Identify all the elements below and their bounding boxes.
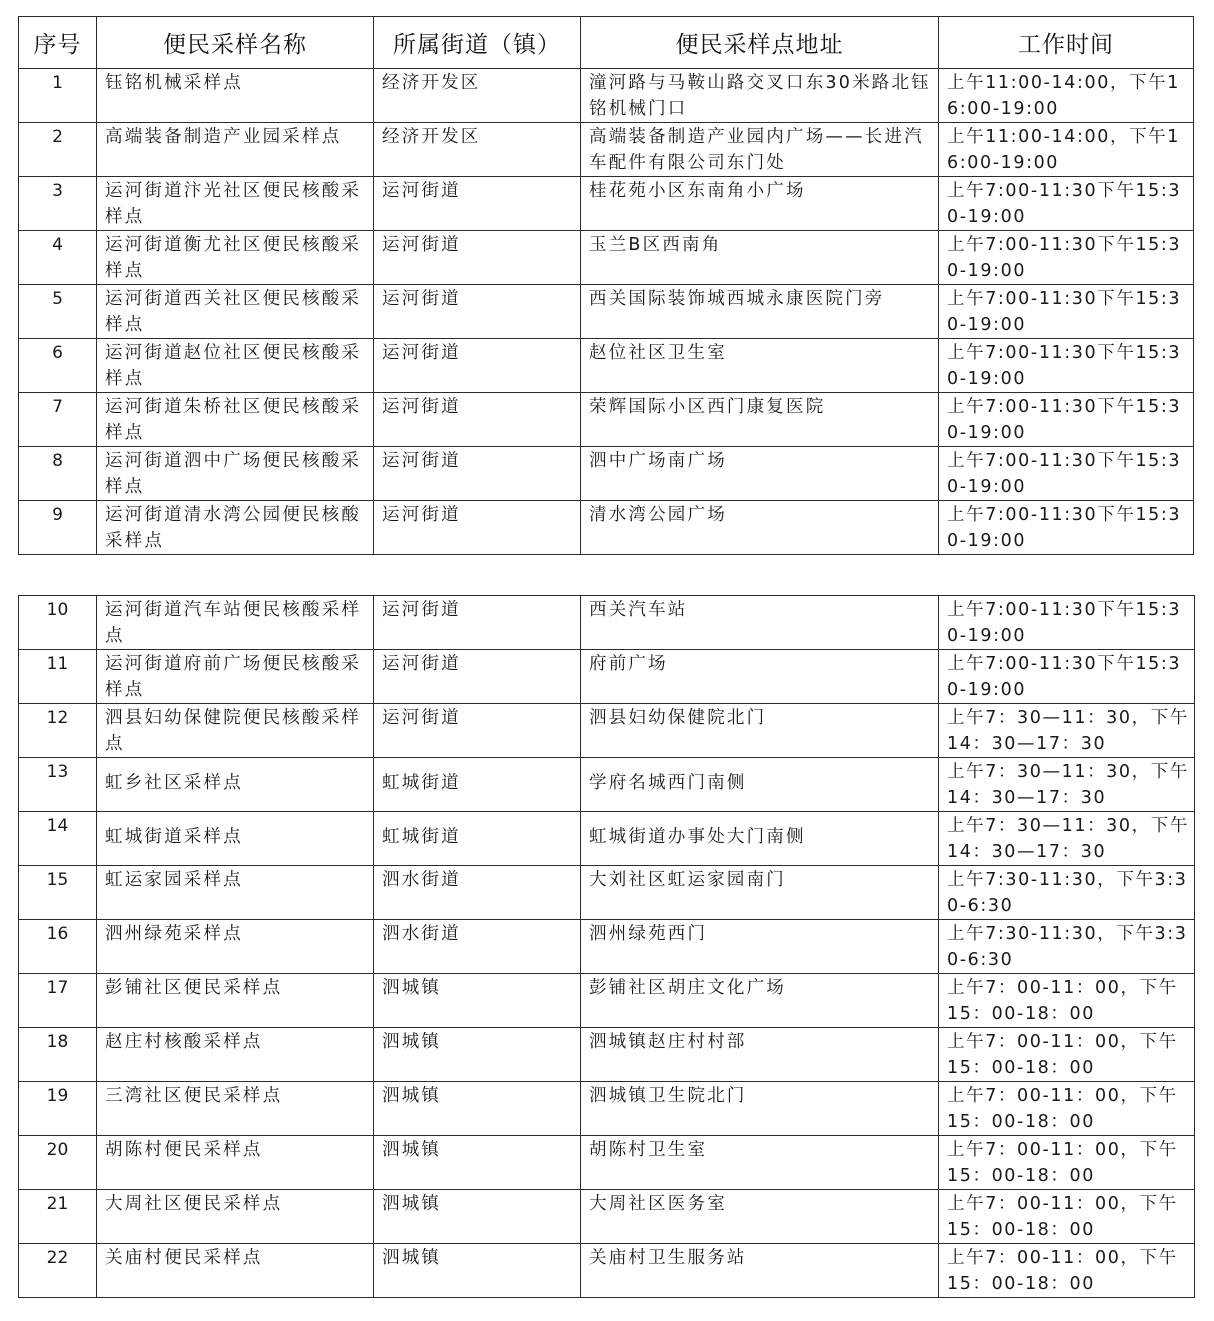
row-index: 21 [19,1190,97,1244]
row-index: 18 [19,1028,97,1082]
table-row [19,69,1194,123]
row-district: 经济开发区 [374,123,581,177]
table-row [19,447,1194,501]
row-index: 14 [19,812,97,866]
row-hours: 上午7:00-11:30下午15:30-19:00 [939,393,1194,447]
row-index: 1 [19,69,97,123]
row-address: 潼河路与马鞍山路交叉口东30米路北钰铭机械门口 [581,69,939,123]
row-address: 西关汽车站 [581,596,939,650]
row-district: 运河街道 [374,650,581,704]
row-site-name: 运河街道西关社区便民核酸采样点 [97,285,374,339]
row-hours: 上午7:00-11:30下午15:30-19:00 [939,650,1195,704]
row-hours: 上午7:30-11:30，下午3:30-6:30 [939,920,1195,974]
row-site-name: 虹运家园采样点 [97,866,374,920]
row-address: 赵位社区卫生室 [581,339,939,393]
row-address: 大周社区医务室 [581,1190,939,1244]
header-address: 便民采样点地址 [581,17,939,69]
row-index: 22 [19,1244,97,1298]
row-site-name: 三湾社区便民采样点 [97,1082,374,1136]
row-index: 17 [19,974,97,1028]
row-address: 桂花苑小区东南角小广场 [581,177,939,231]
row-hours: 上午7：30—11：30，下午14：30—17：30 [939,758,1195,812]
row-address: 泗州绿苑西门 [581,920,939,974]
row-district: 泗城镇 [374,1244,581,1298]
table-row [19,177,1194,231]
header-district: 所属街道（镇） [374,17,581,69]
row-address: 关庙村卫生服务站 [581,1244,939,1298]
row-site-name: 运河街道汴光社区便民核酸采样点 [97,177,374,231]
table-row [19,339,1194,393]
row-district: 运河街道 [374,596,581,650]
row-index: 10 [19,596,97,650]
row-site-name: 赵庄村核酸采样点 [97,1028,374,1082]
row-site-name: 泗县妇幼保健院便民核酸采样点 [97,704,374,758]
row-district: 运河街道 [374,285,581,339]
table-row [19,974,1195,1028]
row-hours: 上午7:00-11:30下午15:30-19:00 [939,231,1194,285]
table-row [19,501,1194,555]
row-address: 虹城街道办事处大门南侧 [581,812,939,866]
row-index: 16 [19,920,97,974]
row-site-name: 运河街道汽车站便民核酸采样点 [97,596,374,650]
row-district: 运河街道 [374,501,581,555]
row-site-name: 运河街道赵位社区便民核酸采样点 [97,339,374,393]
row-hours: 上午7：00-11：00，下午15：00-18：00 [939,1244,1195,1298]
row-index: 13 [19,758,97,812]
row-hours: 上午7：00-11：00，下午15：00-18：00 [939,1190,1195,1244]
row-hours: 上午7：30—11：30，下午14：30—17：30 [939,704,1195,758]
row-index: 3 [19,177,97,231]
row-address: 荣辉国际小区西门康复医院 [581,393,939,447]
row-index: 4 [19,231,97,285]
row-hours: 上午7：00-11：00，下午15：00-18：00 [939,1082,1195,1136]
table-row [19,123,1194,177]
row-site-name: 运河街道府前广场便民核酸采样点 [97,650,374,704]
row-index: 12 [19,704,97,758]
row-index: 2 [19,123,97,177]
table-row [19,866,1195,920]
row-address: 胡陈村卫生室 [581,1136,939,1190]
row-address: 玉兰B区西南角 [581,231,939,285]
row-hours: 上午7：00-11：00，下午15：00-18：00 [939,1028,1195,1082]
row-address: 西关国际装饰城西城永康医院门旁 [581,285,939,339]
row-site-name: 胡陈村便民采样点 [97,1136,374,1190]
sampling-sites-table-part-2 [18,595,1195,1298]
row-site-name: 运河街道朱桥社区便民核酸采样点 [97,393,374,447]
table-row [19,596,1195,650]
table-row [19,704,1195,758]
table-row [19,285,1194,339]
row-site-name: 运河街道衡尤社区便民核酸采样点 [97,231,374,285]
row-site-name: 虹乡社区采样点 [97,758,374,812]
row-address: 泗城镇赵庄村村部 [581,1028,939,1082]
header-index: 序号 [19,17,97,69]
row-index: 8 [19,447,97,501]
table-row [19,1136,1195,1190]
row-district: 运河街道 [374,177,581,231]
row-district: 泗城镇 [374,1028,581,1082]
row-index: 5 [19,285,97,339]
row-district: 泗水街道 [374,920,581,974]
row-index: 7 [19,393,97,447]
row-address: 学府名城西门南侧 [581,758,939,812]
row-index: 20 [19,1136,97,1190]
row-site-name: 关庙村便民采样点 [97,1244,374,1298]
row-address: 大刘社区虹运家园南门 [581,866,939,920]
row-district: 泗水街道 [374,866,581,920]
table-row [19,231,1194,285]
row-hours: 上午7:00-11:30下午15:30-19:00 [939,285,1194,339]
row-hours: 上午7:00-11:30下午15:30-19:00 [939,447,1194,501]
row-district: 泗城镇 [374,1136,581,1190]
table-row [19,650,1195,704]
sampling-sites-table-part-1 [18,16,1194,555]
row-hours: 上午7:00-11:30下午15:30-19:00 [939,339,1194,393]
table-row [19,920,1195,974]
row-site-name: 大周社区便民采样点 [97,1190,374,1244]
row-district: 运河街道 [374,339,581,393]
header-hours: 工作时间 [939,17,1194,69]
row-district: 运河街道 [374,704,581,758]
row-hours: 上午7:00-11:30下午15:30-19:00 [939,501,1194,555]
table-row [19,812,1195,866]
row-district: 虹城街道 [374,758,581,812]
row-hours: 上午11:00-14:00，下午16:00-19:00 [939,69,1194,123]
row-address: 府前广场 [581,650,939,704]
row-hours: 上午7：00-11：00，下午15：00-18：00 [939,974,1195,1028]
row-site-name: 虹城街道采样点 [97,812,374,866]
row-district: 泗城镇 [374,1082,581,1136]
row-address: 彭铺社区胡庄文化广场 [581,974,939,1028]
row-hours: 上午7:00-11:30下午15:30-19:00 [939,177,1194,231]
table-row [19,1028,1195,1082]
row-hours: 上午7:00-11:30下午15:30-19:00 [939,596,1195,650]
table-row [19,393,1194,447]
row-hours: 上午7：00-11：00，下午15：00-18：00 [939,1136,1195,1190]
table-row [19,1082,1195,1136]
row-index: 6 [19,339,97,393]
row-address: 高端装备制造产业园内广场——长进汽车配件有限公司东门处 [581,123,939,177]
row-district: 泗城镇 [374,1190,581,1244]
row-index: 11 [19,650,97,704]
row-index: 9 [19,501,97,555]
table-row [19,1190,1195,1244]
row-hours: 上午7:30-11:30，下午3:30-6:30 [939,866,1195,920]
row-district: 泗城镇 [374,974,581,1028]
row-address: 泗中广场南广场 [581,447,939,501]
row-address: 泗县妇幼保健院北门 [581,704,939,758]
row-district: 经济开发区 [374,69,581,123]
row-address: 清水湾公园广场 [581,501,939,555]
row-district: 运河街道 [374,393,581,447]
row-hours: 上午7：30—11：30，下午14：30—17：30 [939,812,1195,866]
row-index: 19 [19,1082,97,1136]
table-header-row [19,17,1194,69]
row-address: 泗城镇卫生院北门 [581,1082,939,1136]
row-site-name: 彭铺社区便民采样点 [97,974,374,1028]
row-district: 虹城街道 [374,812,581,866]
row-site-name: 运河街道清水湾公园便民核酸采样点 [97,501,374,555]
row-site-name: 钰铭机械采样点 [97,69,374,123]
row-district: 运河街道 [374,231,581,285]
table-row [19,758,1195,812]
row-site-name: 泗州绿苑采样点 [97,920,374,974]
row-index: 15 [19,866,97,920]
header-name: 便民采样名称 [97,17,374,69]
row-site-name: 高端装备制造产业园采样点 [97,123,374,177]
row-district: 运河街道 [374,447,581,501]
row-hours: 上午11:00-14:00，下午16:00-19:00 [939,123,1194,177]
row-site-name: 运河街道泗中广场便民核酸采样点 [97,447,374,501]
table-row [19,1244,1195,1298]
